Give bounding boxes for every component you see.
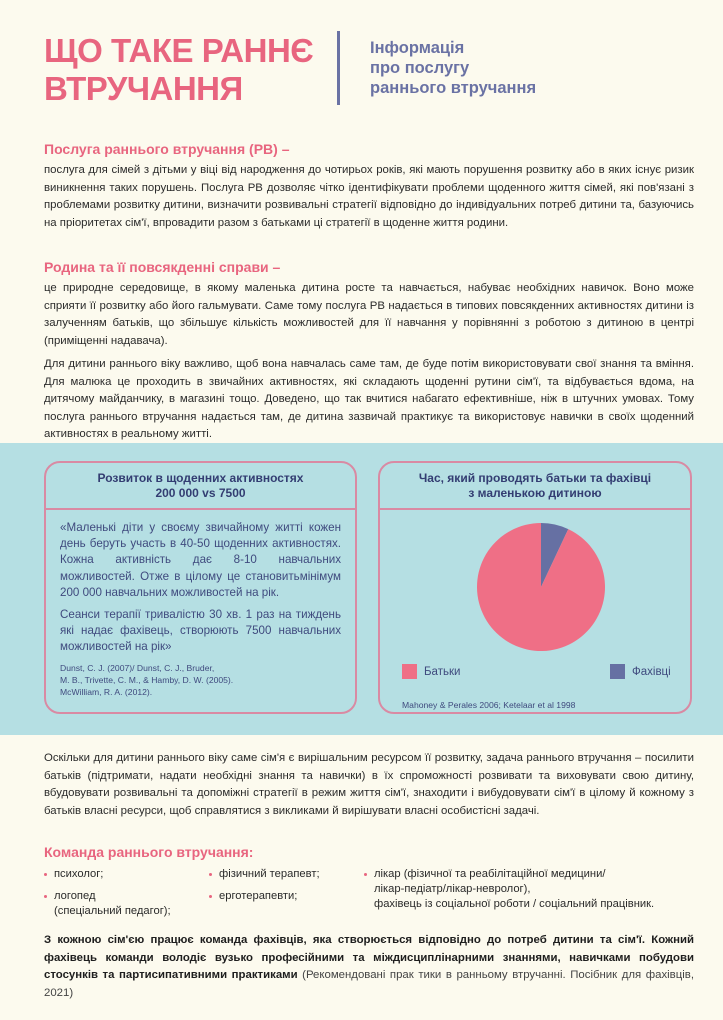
- legend-label: Фахівці: [632, 665, 671, 678]
- page-title-line-1: ЩО ТАКЕ РАННЄ: [44, 32, 314, 69]
- header-divider: [337, 31, 340, 105]
- subtitle-line-2: про послугу: [370, 59, 470, 77]
- bullet-icon: [209, 895, 212, 898]
- section-intervention-goal: [44, 750, 694, 820]
- subtitle-line-1: Інформація: [370, 39, 465, 57]
- card-title-line-1: Розвиток в щоденних активностях: [97, 470, 304, 485]
- team-member-text: ерготерапевти;: [219, 890, 298, 902]
- team-heading: Команда раннього втручання:: [44, 844, 254, 860]
- info-band: [0, 443, 723, 735]
- closing-citation: (Рекомендовані прак тики в ранньому втручанні. Посібник для фахівців, 2021): [44, 969, 694, 999]
- reference-line: McWilliam, R. A. (2012).: [60, 686, 153, 697]
- team-member-text: фізичний терапевт;: [219, 868, 320, 880]
- card-daily-activities: [44, 461, 357, 714]
- bullet-icon: [209, 873, 212, 876]
- card-title-line-2: 200 000 vs 7500: [155, 485, 246, 500]
- section-heading: Родина та її повсякденні справи –: [44, 259, 281, 275]
- card-header: [380, 463, 690, 510]
- team-list: [44, 867, 704, 927]
- page-subtitle: [370, 38, 536, 98]
- card-references: [60, 662, 341, 698]
- team-member-text: лікар (фізичної та реабілітаційної медицини/: [374, 868, 606, 880]
- bullet-icon: [364, 873, 367, 876]
- page-title-line-2: ВТРУЧАННЯ: [44, 70, 243, 107]
- team-member-item: [364, 867, 704, 912]
- team-member-text: (спеціальний педагог);: [54, 905, 171, 917]
- section-family-routines: [44, 258, 694, 444]
- card-title-line-1: Час, який проводять батьки та фахівці: [418, 470, 652, 485]
- bullet-icon: [44, 895, 47, 898]
- subtitle-line-3: раннього втручання: [370, 79, 537, 97]
- card-quote: «Маленькі діти у своєму звичайному житті кожен день беруть участь в 40-50 щоденних активностях. Кожна активність дає 8-10 навчальних можливостей. Отже в цілому це становитьмінімум 200 000 навчальних можливостей на рік.: [60, 521, 341, 599]
- section-paragraph: Оскільки для дитини раннього віку саме сім'я є вирішальним ресурсом її розвитку, задача раннього втручання – посилити батьків (підтримати, надати необхідні знання та навички) в їх спроможності розвивати та виховувати свою дитину, вбудовувати розвивальні та допоміжні стратегії в режим життя сім'ї, знаходити і вибудовувати сім'ї в цілому й кожному з батьків власні ресурси, щоб справлятися з викликами й вирішувати власні особистісні задачі.: [44, 752, 694, 817]
- reference-line: M. B., Trivette, C. M., & Hamby, D. W. (2005).: [60, 674, 234, 685]
- section-service-definition: [44, 140, 694, 232]
- pie-chart: [476, 522, 606, 652]
- team-member-item: [209, 867, 359, 882]
- team-member-text: лікар-педіатр/лікар-невролог),: [374, 883, 531, 895]
- card-header: [46, 463, 355, 510]
- card-time-chart: [378, 461, 692, 714]
- legend-swatch: [610, 664, 625, 679]
- legend-item-parents: [402, 664, 460, 679]
- pie-slice-parents: [477, 523, 605, 651]
- team-column-2: [209, 867, 359, 911]
- reference-line: Dunst, C. J. (2007)/ Dunst, C. J., Bruder,: [60, 662, 215, 673]
- page-header: [44, 30, 684, 110]
- team-column-1: [44, 867, 204, 926]
- section-heading: Послуга раннього втручання (РВ) –: [44, 141, 290, 157]
- bullet-icon: [44, 873, 47, 876]
- team-column-3: [364, 867, 704, 919]
- team-section: [44, 843, 704, 927]
- legend-label: Батьки: [424, 665, 461, 678]
- legend-swatch: [402, 664, 417, 679]
- team-member-text: логопед: [54, 890, 96, 902]
- team-member-item: [209, 889, 359, 904]
- section-paragraph: послуга для сімей з дітьми у віці від народження до чотирьох років, які мають порушення розвитку або в яких існує ризик виникнення таких порушень. Послуга РВ дозволяє чітко ідентифікувати проблеми щоденного життя сімей, які пов'язані з проблемами розвитку дитини, визначити розвивальні стратегії відповідно до індивідуальних потреб дитини та, базуючись на пріоритетах сім'ї, впровадити разом з батьками ці стратегії в щоденне життя родини.: [44, 164, 694, 229]
- chart-source: Mahoney & Perales 2006; Ketelaar et al 1998: [402, 700, 576, 710]
- closing-bold-text: З кожною сім'єю працює команда фахівців, яка створюється відповідно до потреб дитини та сім'ї. Кожний фахівець команди володіє вузько професійними та міждисциплінарними знаннями, навичками побудови стосунків та партисипативними практиками: [44, 934, 694, 981]
- team-member-text: психолог;: [54, 868, 104, 880]
- page-title: [44, 32, 313, 108]
- team-member-text: фахівець із соціальної роботи / соціальний працівник.: [374, 898, 655, 910]
- card-body: [46, 510, 355, 698]
- team-member-item: [44, 867, 204, 882]
- closing-statement: [44, 932, 694, 1002]
- section-paragraph: це природне середовище, в якому маленька дитина росте та навчається, набуває необхідних навичок. Воно може сприяти її розвитку або його гальмувати. Саме тому послуга РВ надається в типових повсякденних активностях дитини із залученням батьків, що збільшує кількість можливостей для її навчання у порівнянні з роботою з дитиною в центрі (приміщенні надавача).: [44, 282, 694, 347]
- pie-chart-area: [380, 512, 690, 712]
- team-member-item: [44, 889, 204, 919]
- section-paragraph: Для дитини раннього віку важливо, щоб вона навчалась саме там, де буде потім використовувати свої знання та вміння. Для малюка це проходить в звичайних активностях, які складають щоденні рутини сім'ї, та відбувається вдома, на дитячому майданчику, в магазині тощо. Доведено, що так вчитися набагато ефективніше, ніж в штучних умовах. Тому послуга раннього втручання надається там, де дитина зазвичай практикує та використовує навички в своїх щоденний активностях в реальному житті.: [44, 358, 694, 440]
- card-title-line-2: з маленькою дитиною: [468, 485, 602, 500]
- card-quote: Сеанси терапії тривалістю 30 хв. 1 раз на тиждень які надає фахівець, створюють 7500 навчальних можливостей на рік»: [60, 608, 341, 654]
- legend-item-specialists: [610, 664, 671, 679]
